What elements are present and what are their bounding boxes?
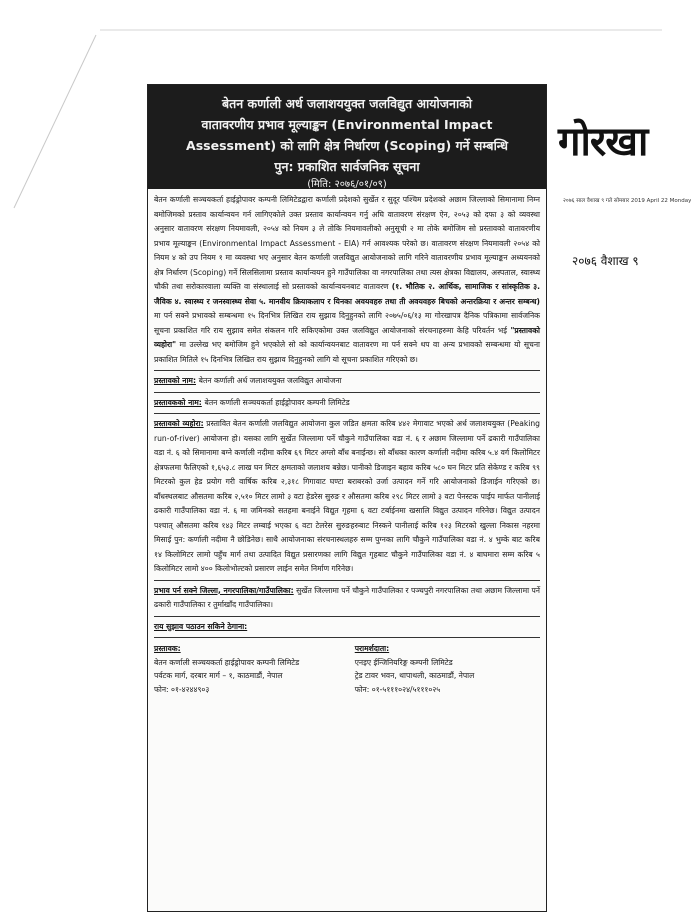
intro-bold-list: (१. भौतिक २. आर्थिक, सामाजिक र सांस्कृतिक ३. जैविक ४. स्वास्थ्य र जनस्वास्थ्य सेवा ५. मानवीय क्रियाकलाप र यिनका अवयवहरु तथा ती अवयवहरु बिचको अन्तरक्रिया र अन्तर सम्बन्ध) xyxy=(154,282,540,306)
affected-areas-label: प्रभाव पर्न सक्ने जिल्ला, नगरपालिका/गाउँपालिका: xyxy=(154,585,294,595)
proponent-name-label: प्रस्तावकको नाम: xyxy=(154,397,202,407)
notice-title-line3: Assessment) को लागि क्षेत्र निर्धारण (Scoping) गर्ने सम्बन्धि xyxy=(186,138,508,153)
notice-title-line2: वातावरणीय प्रभाव मूल्याङ्कन (Environmental Impact xyxy=(201,117,493,132)
consultant-contact xyxy=(355,642,540,696)
intro-text-2: मा पर्न सक्ने प्रभावको सम्बन्धमा १५ दिनभित्र लिखित राय सुझाव दिनुहुनको लागि २०७५/०६/१३ मा गोरखापत्र दैनिक पत्रिकामा सार्वजनिक सूचना प्रकाशित गरि राय सुझाव समेत संकलन गरि सकिएकोमा उक्त जलविद्युत आयोजनाको संरचनाहरुमा केहि परिवर्तन भई xyxy=(154,311,540,335)
divider xyxy=(154,370,540,371)
notice-body xyxy=(148,189,546,905)
proposal-name-value: बेतन कर्णाली अर्ध जलाशययुक्त जलविद्युत आयोजना xyxy=(198,376,342,385)
affected-areas-text: सुर्खेत जिल्लामा पर्ने चौकुने गाउँपालिका र पञ्चपुरी नगरपालिका तथा अछाम जिल्लामा पर्ने ढकारी गाउँपालिका र तुर्माखाँद गाउँपालिका। xyxy=(154,585,541,609)
proponent-contact-address: पर्वटक मार्ग, दरबार मार्ग – १, काठमाडौं, नेपाल xyxy=(154,671,283,680)
notice-header xyxy=(148,85,546,189)
affected-areas xyxy=(154,584,540,613)
contacts xyxy=(154,642,540,696)
proponent-contact-phone: फोन: ०१-४२४४९०३ xyxy=(154,684,210,694)
consultant-contact-name: एनइए ईन्जिनियरिङ्ग कम्पनी लिमिटेड xyxy=(354,657,453,667)
proposal-description xyxy=(154,417,540,577)
notice-date: (मिति: २०७६/०१/०९) xyxy=(307,179,387,190)
notice-title-line1: बेतन कर्णाली अर्ध जलाशययुक्त जलविद्युत आयोजनाको xyxy=(221,96,473,111)
consultant-contact-title: परामर्शदाता: xyxy=(354,644,390,653)
consultant-contact-phone: फोन: ०१-५१११०२४/५१११०२५ xyxy=(354,684,441,694)
divider xyxy=(154,637,540,638)
divider xyxy=(154,392,540,393)
proposal-description-label: प्रस्तावको व्यहोरा: xyxy=(154,419,204,428)
intro-text-3: मा उल्लेख भए बमोजिम हुने भएकोले सो को कार्यान्वयनबाट वातावरण मा पर्न सक्ने थप वा अन्य प्रभावको सम्बन्धमा यो सूचना प्रकाशित मितिले १५ दिनभित्र लिखित राय सुझाव दिनुहुनको लागि यो सूचना प्रकाशित गरिएको छ। xyxy=(154,340,540,364)
newspaper-masthead xyxy=(558,118,662,168)
proponent-contact-name: बेतन कर्णाली सञ्चयकर्ता हाईड्रोपावर कम्पनी लिमिटेड xyxy=(154,657,300,667)
divider xyxy=(154,580,540,581)
notice-title-line4: पुन: प्रकाशित सार्वजनिक सूचना xyxy=(274,159,420,174)
issue-date: २०७६ वैशाख ९ xyxy=(572,254,639,268)
consultant-contact-address: ट्रेड टावर भवन, थापाथली, काठमाडौं, नेपाल xyxy=(354,671,475,680)
proposal-description-text: प्रस्तावित बेतन कर्णाली जलविद्युत आयोजना कुल जडित क्षमता करिब ४४२ मेगावाट भएको अर्ध जलाशययुक्त (Peaking run-of-river) आयोजना हो। यसका लागि सुर्खेत जिल्लामा पर्ने चौकुने गाउँपालिका वडा नं. ६ र अछाम जिल्लामा पर्ने ढकारी गाउँपालिका वडा नं. ६ को सिमानामा बग्ने कर्णाली नदीमा करिब ६९ मिटर अग्लो बाँध बनाईन्छ। सो बाँधका कारण कर्णाली नदीमा करिब ५.४ वर्ग किलोमिटर क्षेत्रफलमा फैलिएको १,६५३.८ लाख घन मिटर क्षमताको जलाशय बन्नेछ। पानीको डिजाइन बहाव करिब ५८० घन मिटर प्रति सेकेण्ड र करिब ९९ मिटरको कुल हेड प्रयोग गरी वार्षिक करिब २,३१८ गिगावाट घण्टा बराबरको उर्जा उत्पादन गर्ने गरि आयोजनाको डिजाईन गरिएको छ। बाँधस्थलबाट औसतमा करिब २,५१० मिटर लामो ३ वटा हेडरेस सुरुङ र औसतमा करिब २९८ मिटर लामो ३ वटा पेनस्टक पाईप मार्फत पानीलाई ढकारी गाउँपालिका वडा नं. ६ मा जमिनको सतहमा बनाईने विद्युत गृहमा ६ वटा टर्बाईनमा खसालि विद्युत उत्पादन गरिनेछ। विद्युत उत्पादन पश्चात् औसतमा करिब १४३ मिटर लम्बाई भएका ६ वटा टेलरेस सुरुङहरुबाट निस्कने पानीलाई करिब १२३ मिटरको खुल्ला निकास नहरमा मिसाई पुन: कर्णाली नदीमा नै छोडिनेछ। साथै आयोजनाका संरचनास्थलहरु सम्म पुग्नका लागि चौकुने गाउँपालिका वडा नं. ४ भुम्के बाट करिब १४ किलोमिटर लामो पहुँच मार्ग तथा उत्पादित विद्युत प्रसारणका लागि विद्युत गृहबाट चौकुने गाउँपालिका वडा नं. ४ बाघमारा सम्म करिब ५ किलोमिटर लामो ४०० किलोभोल्टको प्रसारण लाईन समेत निर्माण गरिनेछ। xyxy=(154,419,540,573)
intro-text-1: बेतन कर्णाली सञ्चयकर्ता हाईड्रोपावर कम्पनी लिमिटेडद्वारा कर्णाली प्रदेशको सुर्खेत र सुदूर पश्चिम प्रदेशको अछाम जिल्लाको सिमानामा निम्न बमोजिमको प्रस्ताव कार्यान्वयन गर्न लागिएकोले उक्त प्रस्ताव कार्यान्वयन गर्नु अघि वातावरण संरक्षण ऐन, २०५३ को दफा ३ को व्यवस्था अनुसार वातावरण संरक्षण नियमावली, २०५४ को नियम ३ ले तोकि नियमावलीको अनुसूची २ मा तोके बमोजिम सो प्रस्तावको वातावरणीय प्रभाव मूल्याङ्कन (Environmental Impact Assessment - EIA) गर्न आवश्यक परेको छ। वातावरण संरक्षण नियमावली २०५४ को नियम ४ को उप नियम १ मा व्यवस्था भए अनुसार बेतन कर्णाली जलविद्युत आयोजनाको लागि गरिने वातावरणीय प्रभाव मूल्याङ्कन अध्ययनको क्षेत्र निर्धारण (Scoping) गर्ने सिलसिलामा प्रस्ताव कार्यान्वयन हुने गाउँपालिका वा नगरपालिका तथा त्यस क्षेत्रका विद्यालय, अस्पताल, स्वास्थ्य चौकी तथा सरोकारवाला व्यक्ति वा संस्थालाई सो प्रस्तावको कार्यान्वयनबाट वातावरण xyxy=(154,195,540,291)
masthead-dateline: २०७६ साल वैशाख ९ गते सोमबार 2019 April 22 Monday xyxy=(563,198,691,204)
address-heading-row xyxy=(154,620,540,635)
proponent-name-row xyxy=(154,396,540,411)
intro-paragraph xyxy=(154,193,540,367)
divider xyxy=(154,413,540,414)
proponent-name-value: बेतन कर्णाली सञ्चयकर्ता हाईड्रोपावर कम्पनी लिमिटेड xyxy=(204,397,350,407)
proposal-name-row xyxy=(154,374,540,389)
proponent-contact xyxy=(154,642,339,696)
newspaper-name: गोरखा xyxy=(558,118,648,165)
proponent-contact-title: प्रस्तावक: xyxy=(154,644,181,653)
public-notice xyxy=(147,84,547,912)
intro-bold-quote: "प्रस्तावको व्यहोरा" xyxy=(154,325,540,349)
proposal-name-label: प्रस्तावको नाम: xyxy=(154,376,196,385)
divider xyxy=(154,616,540,617)
address-heading: राय सुझाव पठाउन सकिने ठेगाना: xyxy=(154,621,248,631)
